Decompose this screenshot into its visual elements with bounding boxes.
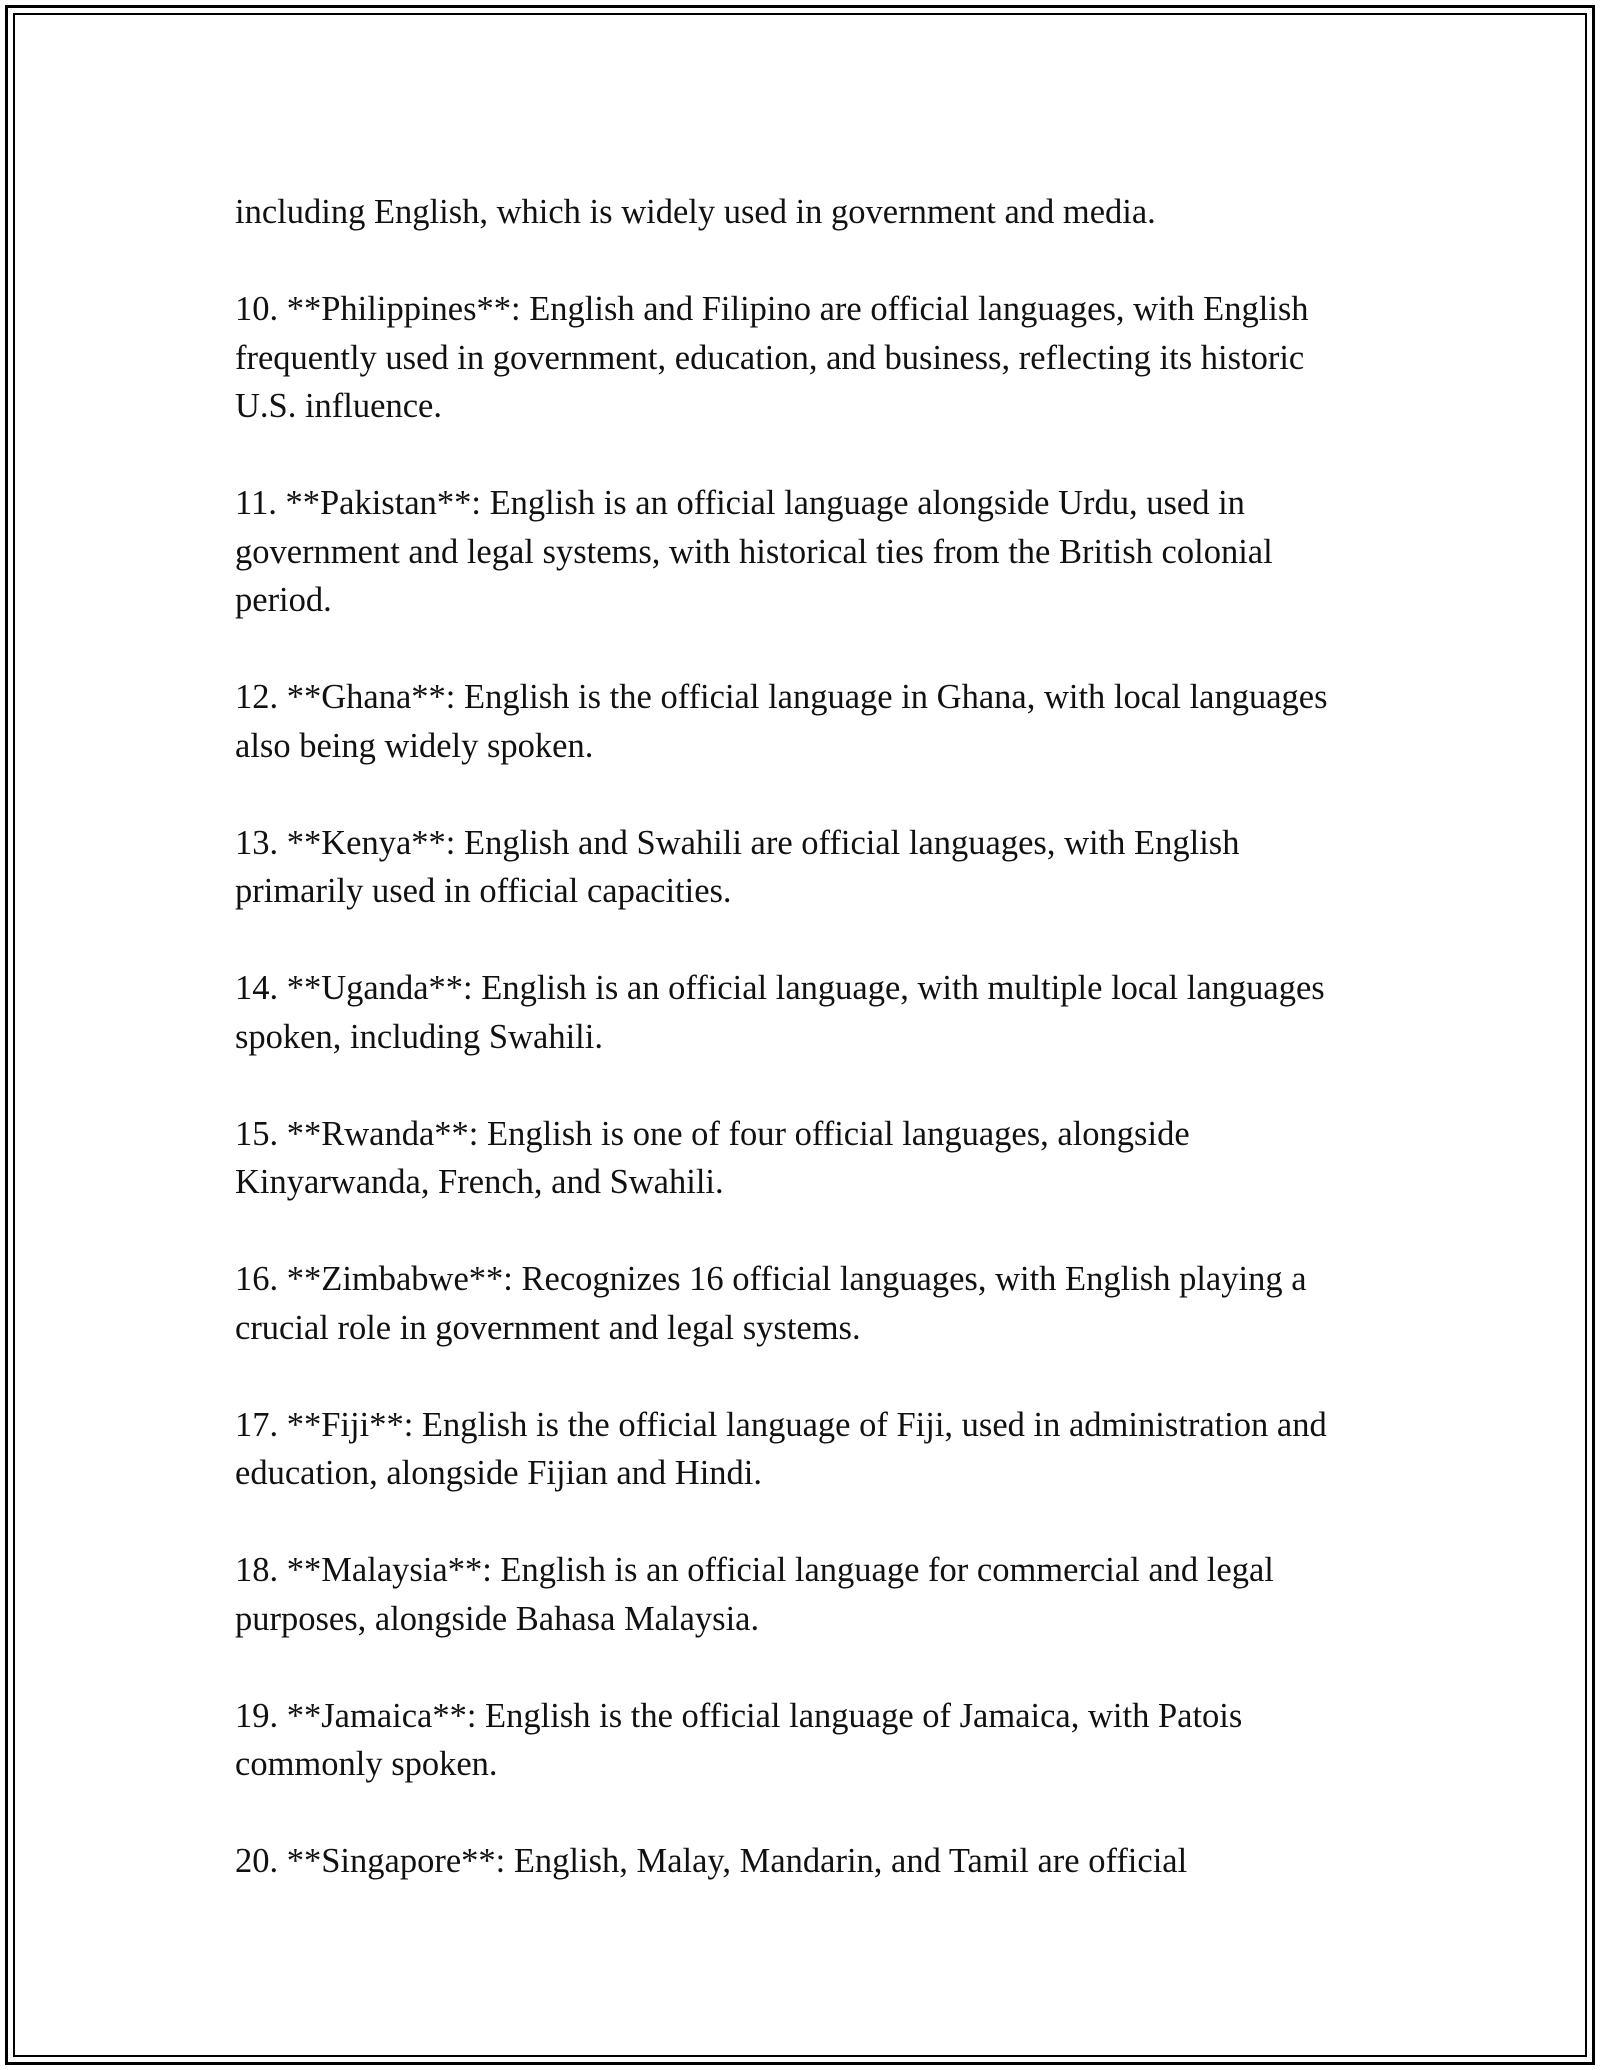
paragraph-continuation: including English, which is widely used in government and media.	[235, 193, 1156, 231]
list-item-rwanda: 15. **Rwanda**: English is one of four official languages, alongside Kinyarwanda, French, and Swahili.	[235, 1114, 1190, 1201]
list-item-jamaica: 19. **Jamaica**: English is the official language of Jamaica, with Patois commonly spoken.	[235, 1696, 1243, 1783]
list-item-uganda: 14. **Uganda**: English is an official language, with multiple local languages spoken, including Swahili.	[235, 969, 1325, 1056]
list-item-pakistan: 11. **Pakistan**: English is an official language alongside Urdu, used in government and legal systems, with historical ties from the British colonial period.	[235, 484, 1273, 619]
document-body	[235, 188, 1365, 1934]
list-item-zimbabwe: 16. **Zimbabwe**: Recognizes 16 official languages, with English playing a crucial role in government and legal systems.	[235, 1260, 1307, 1347]
list-item-philippines: 10. **Philippines**: English and Filipino are official languages, with English frequently used in government, education, and business, reflecting its historic U.S. influence.	[235, 290, 1309, 425]
list-item-ghana: 12. **Ghana**: English is the official language in Ghana, with local languages also being widely spoken.	[235, 678, 1328, 765]
list-item-malaysia: 18. **Malaysia**: English is an official language for commercial and legal purposes, alongside Bahasa Malaysia.	[235, 1551, 1274, 1638]
list-item-fiji: 17. **Fiji**: English is the official language of Fiji, used in administration and education, alongside Fijian and Hindi.	[235, 1405, 1327, 1492]
list-item-kenya: 13. **Kenya**: English and Swahili are official languages, with English primarily used in official capacities.	[235, 823, 1240, 910]
list-item-singapore: 20. **Singapore**: English, Malay, Mandarin, and Tamil are official	[235, 1842, 1188, 1880]
